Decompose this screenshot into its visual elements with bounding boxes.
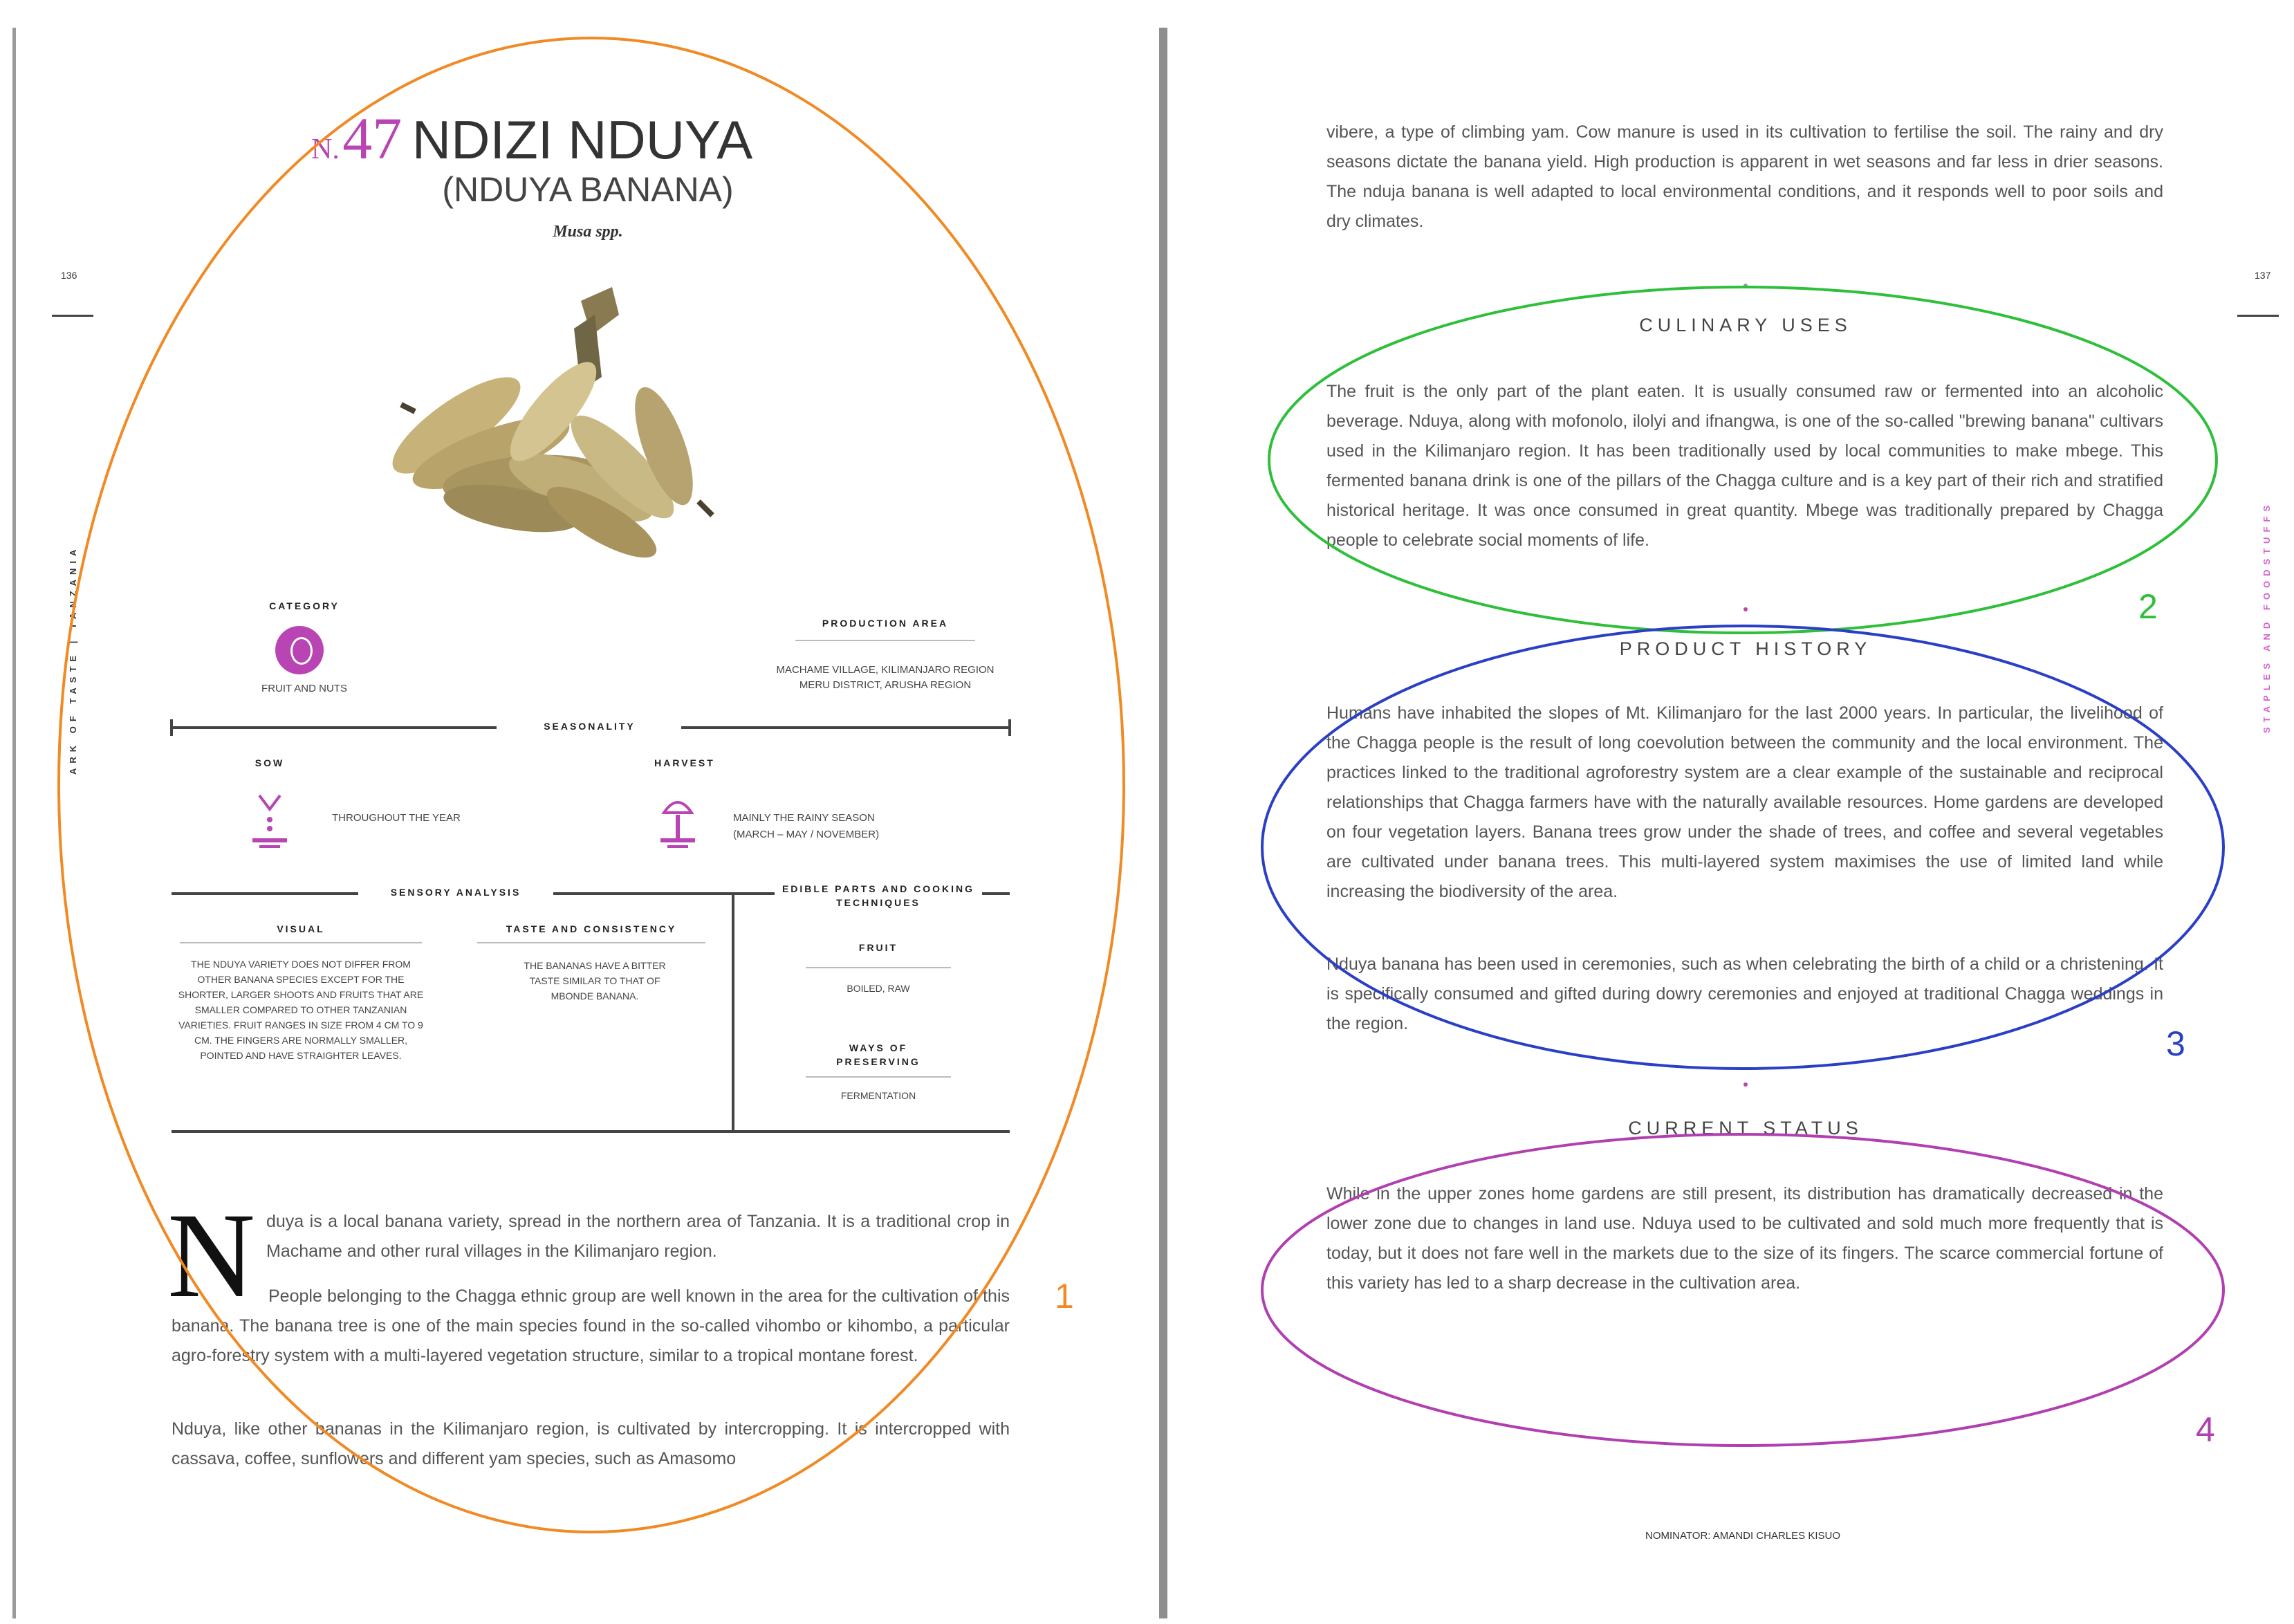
intro-paragraph: vibere, a type of climbing yam. Cow manure is used in its cultivation to fertilise the soil. The rainy and dry seasons dictate the banana yield. High production is apparent in wet seasons and far less in drier seasons. The nduja banana is well adapted to local environmental conditions, and it responds well to poor soils and dry climates. <box>1326 122 2163 231</box>
current-status-heading: CURRENT STATUS <box>1628 1118 1863 1138</box>
edible-label: EDIBLE PARTS AND COOKING TECHNIQUES <box>781 883 975 908</box>
page-title: NDIZI NDUYA <box>411 109 753 170</box>
body-paragraph-2-text: People belonging to the Chagga ethnic group are well known in the area for the cultivation of this banana. The banana tree is one of the main species found in the so-called vihombo or kihombo, a particular agro-forestry system with a multi-layered vegetation structure, similar to a tropical montane forest. <box>172 1286 1010 1365</box>
sensory-label: SENSORY ANALYSIS <box>390 887 521 898</box>
annotation-ellipse-1 <box>59 38 1124 1532</box>
category-label: CATEGORY <box>269 600 340 611</box>
visual-text: THE NDUYA VARIETY DOES NOT DIFFER FROM OTHER BANANA SPECIES EXCEPT FOR THE SHORTER, LARGER SHOOTS AND FRUITS THAT ARE SMALLER COMPARED TO OTHER TANZANIAN VARIETIES. FRUIT RANGES IN SIZE FROM 4 CM TO 9 CM. THE FINGERS ARE NORMALLY SMALLER, POINTED AND HAVE STRAIGHTER LEAVES. <box>178 959 424 1061</box>
product-history-heading: PRODUCT HISTORY <box>1619 638 1872 659</box>
category-value: FRUIT AND NUTS <box>261 683 347 694</box>
nominator: NOMINATOR: AMANDI CHARLES KISUO <box>1645 1530 1840 1542</box>
production-area-label: PRODUCTION AREA <box>822 618 949 629</box>
left-running-head: ARK OF TASTE | TANZANIA <box>68 544 78 775</box>
right-running-head: STAPLES AND FOODSTUFFS <box>2261 501 2272 733</box>
scientific-name: Musa spp. <box>553 223 623 241</box>
product-history-text-2: Nduya banana has been used in ceremonies, such as when celebrating the birth of a child or a christening. It is specifically consumed and gifted during dowry ceremonies and enjoyed at traditional Chagga weddings in the region. <box>1326 954 2163 1033</box>
taste-text: THE BANANAS HAVE A BITTER TASTE SIMILAR TO THAT OF MBONDE BANANA. <box>524 960 666 1002</box>
taste-label: TASTE AND CONSISTENCY <box>506 923 677 934</box>
preserving-value: FERMENTATION <box>840 1090 916 1101</box>
sow-label: SOW <box>255 757 285 768</box>
number-prefix: N. <box>311 133 340 165</box>
drop-cap: N <box>167 1188 256 1323</box>
subtitle: (NDUYA BANANA) <box>442 170 734 209</box>
annotation-ellipse-4 <box>1262 1134 2223 1446</box>
production-area-value-2: MERU DISTRICT, ARUSHA REGION <box>799 679 972 691</box>
culinary-uses-heading: CULINARY USES <box>1639 315 1852 335</box>
sow-value: THROUGHOUT THE YEAR <box>332 812 461 824</box>
production-area-value-1: MACHAME VILLAGE, KILIMANJARO REGION <box>776 664 995 676</box>
culinary-uses-text: The fruit is the only part of the plant eaten. It is usually consumed raw or fermented into an alcoholic beverage. Nduya, along with mofonolo, ilolyi and ifnangwa, is one of the so-called "brewing banana" cultivars used in the Kilimanjaro region. It has been traditionally used by local communities to make mbege. This fermented banana drink is one of the pillars of the Chagga culture and is a key part of their rich and stratified historical heritage. It was once consumed in great quantity. Mbege was traditionally prepared by Chagga people to celebrate social moments of life. <box>1326 382 2163 550</box>
annotation-label-4: 4 <box>2196 1410 2215 1449</box>
annotation-ellipse-3 <box>1262 626 2223 1069</box>
annotation-ellipse-2 <box>1269 287 2217 633</box>
annotation-label-3: 3 <box>2166 1024 2185 1063</box>
annotation-label-1: 1 <box>1055 1277 1074 1316</box>
right-page-number: 137 <box>2255 270 2271 281</box>
harvest-value-2: (MARCH – MAY / NOVEMBER) <box>733 829 880 840</box>
body-paragraph-3: Nduya, like other bananas in the Kilimanjaro region, is cultivated by intercropping. It is intercropped with cassava, coffee, sunflowers and different yam species, such as Amasomo <box>172 1419 1010 1468</box>
current-status-text: While in the upper zones home gardens are still present, its distribution has dramatically decreased in the lower zone due to changes in land use. Nduya used to be cultivated and sold much more frequently that is today, but it does not fare well in the markets due to the size of its fingers. The scarce commercial fortune of this variety has led to a sharp decrease in the cultivation area. <box>1326 1184 2163 1293</box>
seasonality-label: SEASONALITY <box>544 721 636 732</box>
number: 47 <box>342 105 403 172</box>
harvest-value-1: MAINLY THE RAINY SEASON <box>733 812 875 824</box>
visual-label: VISUAL <box>277 923 325 934</box>
product-history-text-1: Humans have inhabited the slopes of Mt. Kilimanjaro for the last 2000 years. In particular, the livelihood of the Chagga people is the result of long coevolution between the community and the local environment. The practices linked to the traditional agroforestry system are a clear example of the sustainable and reciprocal relationships that Chagga farmers have with the naturally available resources. Home gardens are developed on four vegetation layers. Banana trees grow under the shade of trees, and coffee and several vegetables are cultivated under banana trees. This multi-layered system maximises the use of limited land while increasing the biodiversity of the area. <box>1326 703 2163 901</box>
left-page-number: 136 <box>61 270 77 281</box>
annotation-label-2: 2 <box>2138 587 2158 626</box>
fruit-value: BOILED, RAW <box>847 983 910 994</box>
fruit-label: FRUIT <box>858 942 898 953</box>
harvest-label: HARVEST <box>654 757 715 768</box>
preserving-label: WAYS OF PRESERVING <box>836 1042 921 1067</box>
body-paragraph-1: duya is a local banana variety, spread in the northern area of Tanzania. It is a traditional crop in Machame and other rural villages in the Kilimanjaro region. <box>266 1212 1010 1261</box>
